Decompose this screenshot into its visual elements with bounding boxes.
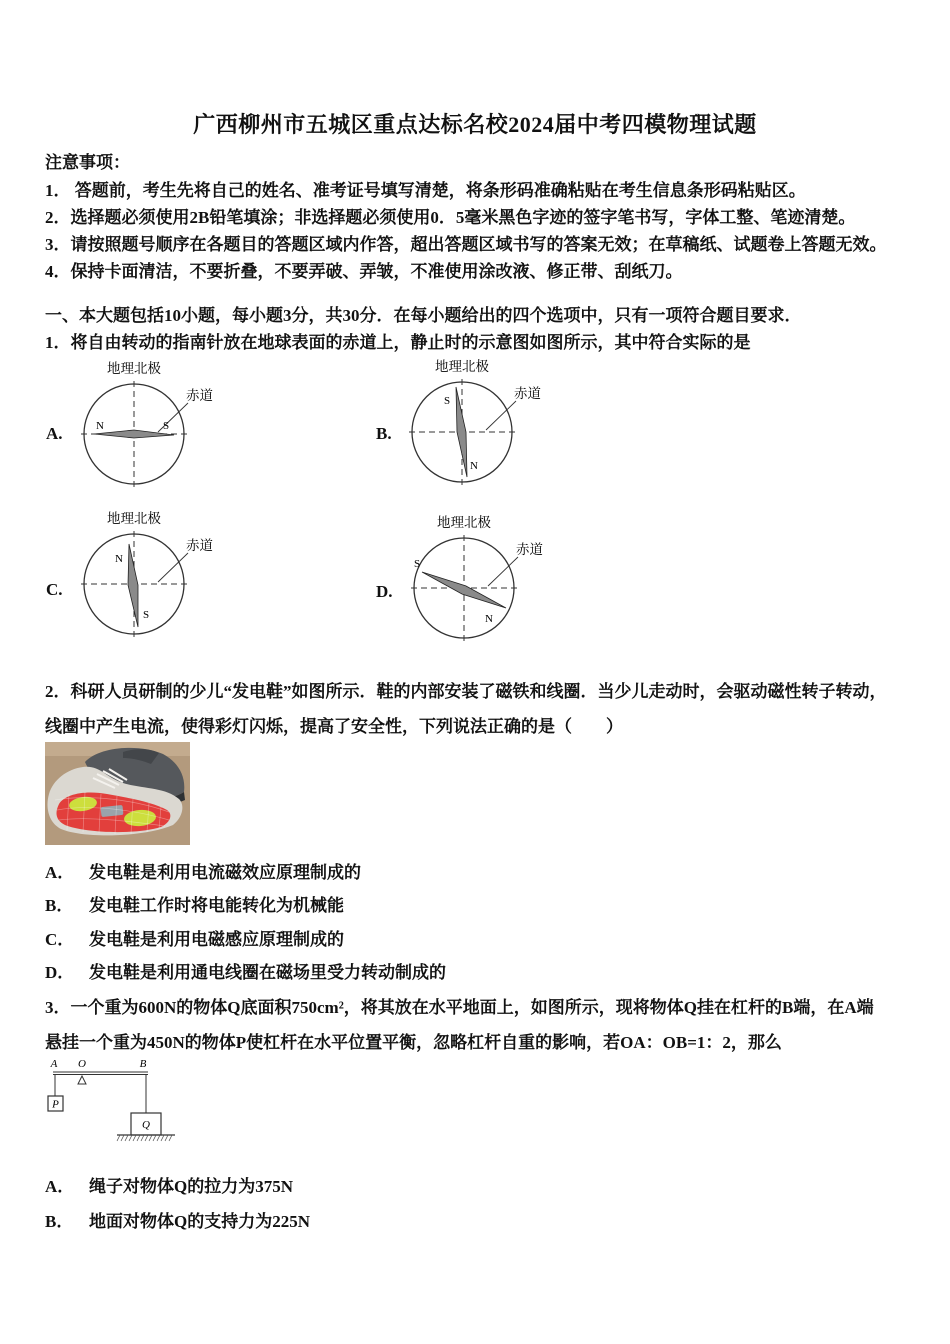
lever-diagram bbox=[45, 1056, 180, 1146]
q2-option-c-letter: C． bbox=[45, 930, 75, 949]
object-p-label: P bbox=[52, 1098, 59, 1111]
q2-option-b bbox=[45, 891, 344, 916]
compass-diagram-c bbox=[58, 508, 228, 646]
question2-text-line2: 线圈中产生电流，使得彩灯闪烁，提高了安全性，下列说法正确的是（ ） bbox=[45, 717, 623, 736]
needle-s-label: S bbox=[142, 609, 150, 621]
point-b-label: B bbox=[139, 1058, 147, 1070]
needle-s-label: S bbox=[413, 558, 421, 570]
fulcrum-triangle bbox=[78, 1076, 86, 1084]
section1-heading: 一、本大题包括10小题，每小题3分，共30分．在每小题给出的四个选项中，只有一项符合题目要求． bbox=[45, 306, 802, 325]
point-a-label: A bbox=[50, 1058, 58, 1070]
equator-label: 赤道 bbox=[186, 538, 213, 553]
q2-option-b-letter: B． bbox=[45, 896, 74, 915]
needle-n-label: N bbox=[485, 613, 493, 625]
compass-diagram-d bbox=[388, 512, 558, 650]
page-title: 广西柳州市五城区重点达标名校2024届中考四模物理试题 bbox=[193, 112, 757, 137]
notice-item-4: 4．保持卡面清洁，不要折叠，不要弄破、弄皱，不准使用涂改液、修正带、刮纸刀。 bbox=[45, 262, 683, 281]
q2-option-a-text: 发电鞋是利用电流磁效应原理制成的 bbox=[89, 863, 361, 882]
notice-item-1: 1． 答题前，考生先将自己的姓名、准考证号填写清楚，将条形码准确粘贴在考生信息条形码粘贴区。 bbox=[45, 181, 806, 200]
q3-option-b bbox=[45, 1207, 310, 1232]
q2-option-b-text: 发电鞋工作时将电能转化为机械能 bbox=[89, 896, 344, 915]
q3-option-b-letter: B． bbox=[45, 1212, 74, 1231]
pole-label: 地理北极 bbox=[435, 359, 489, 374]
needle-n-label: N bbox=[96, 420, 104, 432]
needle-n-label: N bbox=[470, 460, 478, 472]
pole-label: 地理北极 bbox=[437, 515, 491, 530]
q2-option-d-letter: D． bbox=[45, 963, 75, 982]
pole-label: 地理北极 bbox=[107, 361, 161, 376]
pole-label: 地理北极 bbox=[107, 511, 161, 526]
q2-option-d-text: 发电鞋是利用通电线圈在磁场里受力转动制成的 bbox=[89, 963, 446, 982]
q2-option-c bbox=[45, 925, 344, 950]
q1-option-d-letter: D. bbox=[376, 582, 393, 601]
needle-n-label: N bbox=[115, 553, 123, 565]
compass-diagram-a bbox=[58, 358, 228, 496]
equator-label: 赤道 bbox=[514, 386, 541, 401]
question1-text: 1．将自由转动的指南针放在地球表面的赤道上，静止时的示意图如图所示，其中符合实际的是 bbox=[45, 333, 751, 352]
q2-option-d bbox=[45, 958, 446, 983]
q1-option-c-letter: C. bbox=[46, 580, 63, 599]
q3-option-b-text: 地面对物体Q的支持力为225N bbox=[89, 1212, 310, 1231]
question2-text-line1: 2．科研人员研制的少儿“发电鞋”如图所示．鞋的内部安装了磁铁和线圈．当少儿走动时，会驱动磁性转子转动， bbox=[45, 682, 887, 701]
q3-option-a bbox=[45, 1172, 293, 1197]
notice-item-2: 2．选择题必须使用2B铅笔填涂；非选择题必须使用0．5毫米黑色字迹的签字笔书写，字体工整、笔迹清楚。 bbox=[45, 208, 856, 227]
q2-option-a bbox=[45, 858, 361, 883]
notice-item-3: 3．请按照题号顺序在各题目的答题区域内作答，超出答题区域书写的答案无效；在草稿纸、试题卷上答题无效。 bbox=[45, 235, 887, 254]
point-o-label: O bbox=[78, 1058, 86, 1070]
equator-label: 赤道 bbox=[186, 388, 213, 403]
ground-hatching bbox=[117, 1135, 172, 1141]
q2-option-a-letter: A． bbox=[45, 863, 75, 882]
needle-s-label: S bbox=[443, 395, 451, 407]
question3-text-line1: 3．一个重为600N的物体Q底面积750cm²，将其放在水平地面上，如图所示，现将物体Q挂在杠杆的B端，在A端 bbox=[45, 998, 874, 1017]
q1-option-a-letter: A. bbox=[46, 424, 63, 443]
q1-option-b-letter: B. bbox=[376, 424, 392, 443]
q3-option-a-text: 绳子对物体Q的拉力为375N bbox=[89, 1177, 293, 1196]
q3-option-a-letter: A． bbox=[45, 1177, 75, 1196]
object-q-label: Q bbox=[142, 1119, 150, 1131]
q2-option-c-text: 发电鞋是利用电磁感应原理制成的 bbox=[89, 930, 344, 949]
needle-s-label: S bbox=[162, 420, 170, 432]
compass-diagram-b bbox=[386, 356, 556, 494]
question3-text-line2: 悬挂一个重为450N的物体P使杠杆在水平位置平衡，忽略杠杆自重的影响，若OA：OB=1：2，那么 bbox=[45, 1033, 782, 1052]
notice-heading: 注意事项： bbox=[45, 153, 130, 172]
generator-shoe-photo bbox=[45, 742, 190, 845]
compass-needle bbox=[128, 544, 138, 627]
equator-label: 赤道 bbox=[516, 542, 543, 557]
